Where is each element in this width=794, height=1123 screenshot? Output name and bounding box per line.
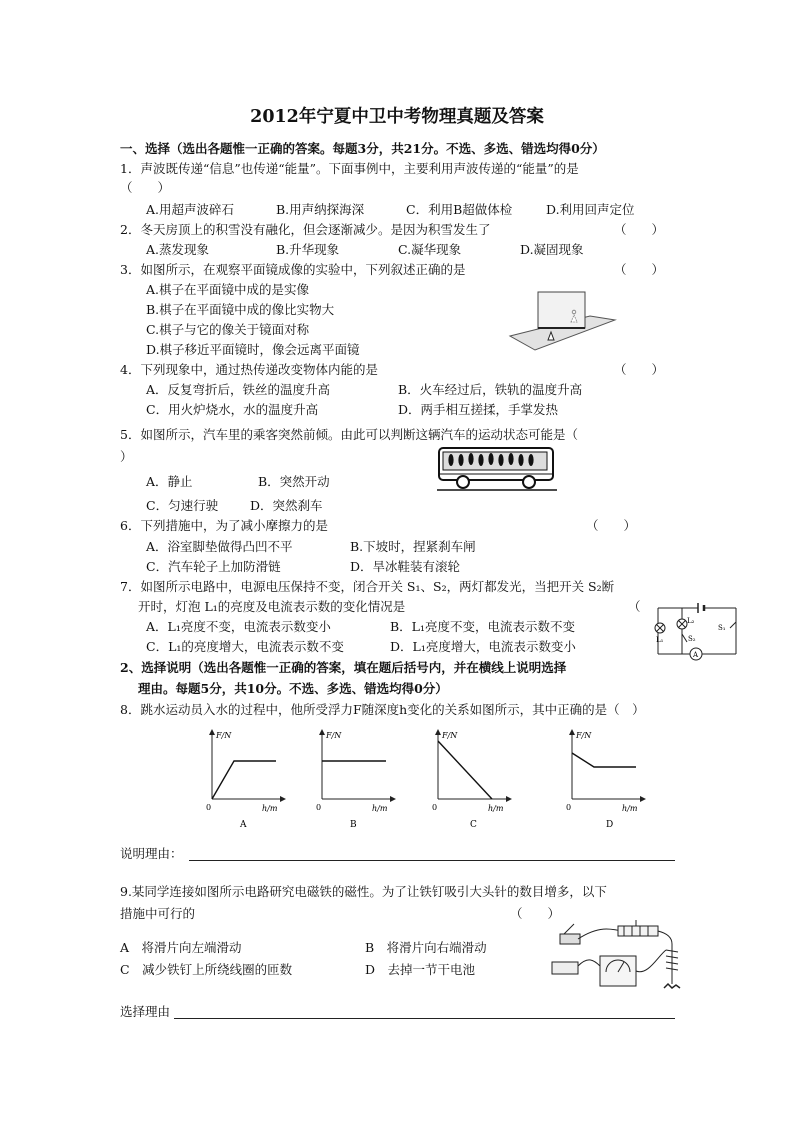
circuit-label-l2: L₂: [687, 617, 695, 625]
section-2-heading-line-1: 2、选择说明（选出各题惟一正确的答案，填在题后括号内，并在横线上说明选择: [120, 660, 567, 675]
q7-option-c[interactable]: C．L₁的亮度增大，电流表示数不变: [146, 639, 344, 654]
q2-option-d[interactable]: D.凝固现象: [520, 242, 584, 257]
q9-stem-line-2: 措施中可行的: [120, 906, 196, 921]
q9-bracket[interactable]: （ ）: [510, 906, 561, 921]
q8-graph-c[interactable]: [430, 727, 516, 831]
q1-option-c[interactable]: C．利用B超做体检: [406, 202, 513, 217]
mirror-experiment-figure: [510, 288, 615, 354]
q4-bracket[interactable]: （ ）: [614, 362, 665, 377]
circuit-label-l1: L₁: [656, 636, 664, 644]
q2-bracket[interactable]: （ ）: [614, 222, 665, 237]
q8-d-y-label: F/N: [576, 731, 592, 740]
q8-c-caption: C: [470, 820, 477, 830]
q4-option-a[interactable]: A．反复弯折后，铁丝的温度升高: [146, 382, 331, 397]
q7-option-b[interactable]: B．L₁亮度不变，电流表示数不变: [390, 619, 575, 634]
q9-option-d[interactable]: D 去掉一节干电池: [365, 962, 476, 977]
q8-reason-label: 说明理由：: [120, 846, 183, 861]
q2-stem: 2．冬天房顶上的积雪没有融化，但会逐渐减少。是因为积雪发生了: [120, 222, 491, 237]
q6-option-c[interactable]: C．汽车轮子上加防滑链: [146, 559, 281, 574]
q6-stem: 6．下列措施中，为了减小摩擦力的是: [120, 518, 328, 533]
q8-a-caption: A: [240, 820, 247, 830]
circuit-figure: [654, 602, 740, 662]
q7-option-a[interactable]: A．L₁亮度不变，电流表示数变小: [146, 619, 331, 634]
q6-option-a[interactable]: A．浴室脚垫做得凸凹不平: [146, 539, 293, 554]
q2-option-b[interactable]: B.升华现象: [276, 242, 340, 257]
q9-option-a[interactable]: A 将滑片向左端滑动: [120, 940, 242, 955]
q9-option-c[interactable]: C 减少铁钉上所绕线圈的匝数: [120, 962, 293, 977]
q7-option-d[interactable]: D．L₁亮度增大，电流表示数变小: [390, 639, 576, 654]
q8-b-origin: 0: [316, 803, 322, 812]
electromagnet-circuit-figure: [548, 916, 694, 996]
bus-figure: [437, 444, 557, 492]
page-title: 2012年宁夏中卫中考物理真题及答案: [250, 107, 544, 127]
q2-option-a[interactable]: A.蒸发现象: [146, 242, 210, 257]
q3-option-d[interactable]: D.棋子移近平面镜时，像会远离平面镜: [146, 342, 360, 357]
q9-stem-line-1: 9.某同学连接如图所示电路研究电磁铁的磁性。为了让铁钉吸引大头针的数目增多，以下: [120, 884, 607, 899]
q8-reason-line[interactable]: [189, 860, 675, 861]
q8-c-x-label: h/m: [488, 804, 504, 813]
q4-option-b[interactable]: B．火车经过后，铁轨的温度升高: [398, 382, 583, 397]
q8-stem: 8．跳水运动员入水的过程中，他所受浮力F随深度h变化的关系如图所示，其中正确的是（ ）: [120, 702, 645, 717]
circuit-label-s2: S₂: [688, 635, 696, 643]
q3-stem: 3．如图所示，在观察平面镜成像的实验中，下列叙述正确的是: [120, 262, 466, 277]
q1-option-b[interactable]: B.用声纳探海深: [276, 202, 365, 217]
section-1-heading: 一、选择（选出各题惟一正确的答案。每题3分，共21分。不选、多选、错选均得0分）: [120, 141, 605, 156]
q8-graph-a[interactable]: [204, 727, 290, 831]
q8-c-y-label: F/N: [442, 731, 458, 740]
q9-reason-line[interactable]: [174, 1018, 675, 1019]
q8-graph-b[interactable]: [314, 727, 400, 831]
q1-option-a[interactable]: A.用超声波碎石: [146, 202, 235, 217]
q3-bracket[interactable]: （ ）: [614, 262, 665, 277]
q5-option-a[interactable]: A．静止: [146, 474, 193, 489]
q6-option-d[interactable]: D．旱冰鞋装有滚轮: [350, 559, 461, 574]
q3-option-b[interactable]: B.棋子在平面镜中成的像比实物大: [146, 302, 335, 317]
q3-option-a[interactable]: A.棋子在平面镜中成的是实像: [146, 282, 310, 297]
q5-option-c[interactable]: C．匀速行驶: [146, 498, 219, 513]
q4-option-c[interactable]: C．用火炉烧水，水的温度升高: [146, 402, 319, 417]
circuit-label-s1: S₁: [718, 624, 726, 632]
q7-bracket[interactable]: （: [628, 599, 641, 614]
q2-option-c[interactable]: C.凝华现象: [398, 242, 462, 257]
q7-stem-line-2: 开时，灯泡 L₁的亮度及电流表示数的变化情况是: [138, 599, 406, 614]
q5-option-b[interactable]: B．突然开动: [258, 474, 330, 489]
q4-stem: 4．下列现象中，通过热传递改变物体内能的是: [120, 362, 378, 377]
q1-option-d[interactable]: D.利用回声定位: [546, 202, 635, 217]
q7-stem-line-1: 7．如图所示电路中，电源电压保持不变，闭合开关 S₁、S₂，两灯都发光，当把开关 S₂断: [120, 579, 615, 594]
q8-b-y-label: F/N: [326, 731, 342, 740]
q8-c-origin: 0: [432, 803, 438, 812]
q3-option-c[interactable]: C.棋子与它的像关于镜面对称: [146, 322, 310, 337]
q1-bracket[interactable]: （ ）: [120, 180, 171, 195]
q8-d-caption: D: [606, 820, 614, 830]
q1-stem: 1．声波既传递“信息”也传递“能量”。下面事例中，主要利用声波传递的“能量”的是: [120, 161, 579, 176]
ammeter-label: A: [693, 651, 699, 659]
q5-option-d[interactable]: D．突然刹车: [250, 498, 323, 513]
q5-stem: 5．如图所示，汽车里的乘客突然前倾。由此可以判断这辆汽车的运动状态可能是（: [120, 427, 578, 442]
q6-option-b[interactable]: B.下坡时，捏紧刹车闸: [350, 539, 476, 554]
q9-reason-label: 选择理由: [120, 1004, 171, 1019]
q9-option-b[interactable]: B 将滑片向右端滑动: [365, 940, 487, 955]
section-2-heading-line-2: 理由。每题5分，共10分。不选、多选、错选均得0分）: [138, 681, 448, 696]
q8-a-y-label: F/N: [216, 731, 232, 740]
q8-graph-d[interactable]: [564, 727, 650, 831]
q8-d-origin: 0: [566, 803, 572, 812]
q8-a-x-label: h/m: [262, 804, 278, 813]
q8-b-caption: B: [350, 820, 357, 830]
q4-option-d[interactable]: D．两手相互搓揉，手掌发热: [398, 402, 559, 417]
q8-a-origin: 0: [206, 803, 212, 812]
q8-b-x-label: h/m: [372, 804, 388, 813]
q6-bracket[interactable]: （ ）: [586, 518, 637, 533]
q8-d-x-label: h/m: [622, 804, 638, 813]
q5-stem-end[interactable]: ）: [120, 449, 133, 464]
